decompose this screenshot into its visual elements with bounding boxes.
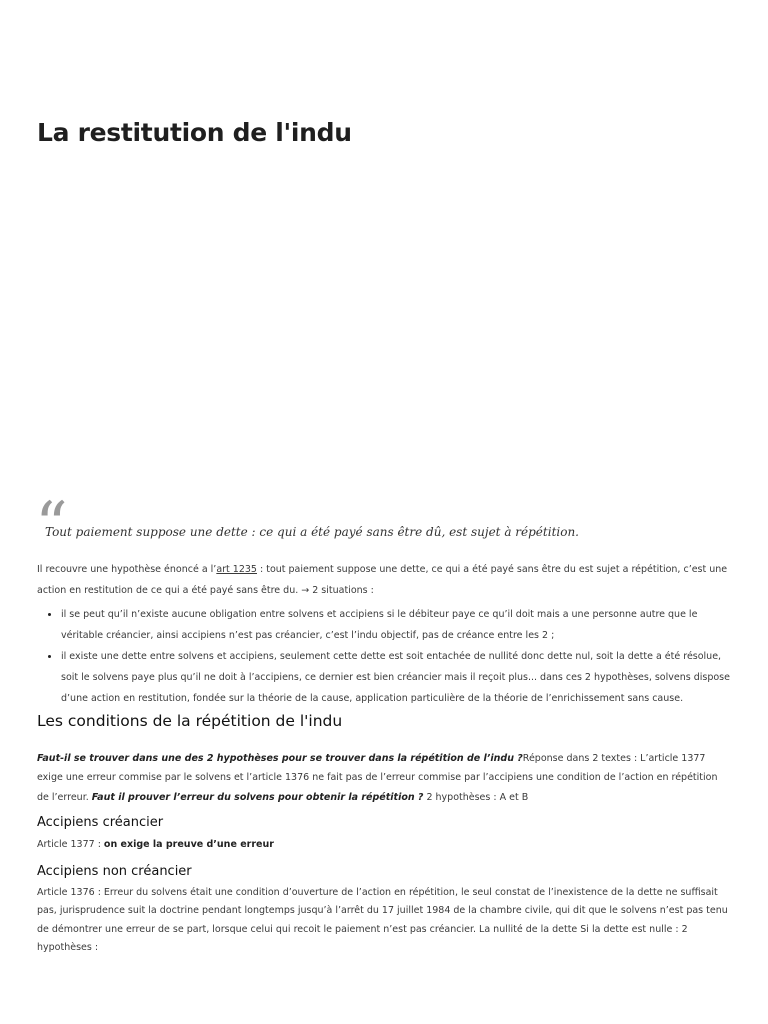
accipiens-creancier-paragraph	[37, 835, 731, 856]
question-1: Faut-il se trouver dans une des 2 hypothèses pour se trouver dans la répétition de l’indu ?	[37, 752, 523, 764]
intro-text-after: : tout paiement suppose une dette, ce qui a été payé sans être du est sujet a répétition, c’est une action en restitution de ce qui a été payé sans être du. → 2 situations :	[37, 564, 728, 596]
article-1235-link[interactable]: art 1235	[216, 564, 257, 575]
answer-1: Réponse dans 2 textes : L’article 1377 exige une erreur commise par le solvens et l’article 1376 ne fait pas de l’erreur commise par l’accipiens une condition de l’action en répétition de l’erreur.	[37, 752, 718, 803]
article-1377-bold: on exige la preuve d’une erreur	[103, 839, 274, 851]
article-body	[37, 560, 731, 958]
list-item: • il existe une dette entre solvens et accipiens, seulement cette dette est soit entachée de nullité donc dette nul, soit la dette a été résolue, soit le solvens paye plus qu’il ne doit à l’accipiens, ce dernier est bien créancier mais il reçoit plus... dans ces 2 hypothèses, solvens dispose d’une action en restitution, fondée sur la théorie de la cause, application particulière de la théorie de l’enrichissement sans cause.	[61, 646, 731, 709]
conditions-paragraph	[37, 749, 731, 808]
situations-list	[37, 604, 731, 710]
page-title: La restitution de l'indu	[37, 118, 352, 147]
accipiens-non-creancier-paragraph: Article 1376 : Erreur du solvens était une condition d’ouverture de l’action en répétition, le seul constat de l’inexistence de la dette ne suffisait pas, jurisprudence suit la doctrine pendant longtemps jusqu’à l’arrêt du 17 juillet 1984 de la chambre civile, qui dit que le solvens n’est pas tenu de démontrer une erreur de se part, lorsque celui qui recoit le paiement n’est pas créancier. La nullité de la dette Si la dette est nulle : 2 hypothèses :	[37, 886, 728, 954]
quote-mark-icon: “	[35, 489, 68, 563]
article-1377-lead: Article 1377 :	[37, 839, 104, 851]
blockquote	[35, 489, 737, 563]
quote-text: Tout paiement suppose une dette : ce qui a été payé sans être dû, est sujet à répétition.	[45, 525, 579, 539]
answer-2: 2 hypothèses : A et B	[423, 791, 529, 803]
intro-text-before: Il recouvre une hypothèse énoncé a l’	[37, 564, 217, 575]
subheading-accipiens-non-creancier: Accipiens non créancier	[37, 863, 192, 879]
intro-paragraph	[37, 560, 731, 601]
subheading-accipiens-creancier: Accipiens créancier	[37, 815, 164, 831]
question-2: Faut il prouver l’erreur du solvens pour obtenir la répétition ?	[91, 791, 424, 803]
section-heading-conditions: Les conditions de la répétition de l'indu	[37, 711, 343, 730]
list-item: • il se peut qu’il n’existe aucune obligation entre solvens et accipiens si le débiteur paye ce qu’il doit mais a une personne autre que le véritable créancier, ainsi accipiens n’est pas créancier, c’est l’indu objectif, pas de créance entre les 2 ;	[61, 604, 731, 646]
